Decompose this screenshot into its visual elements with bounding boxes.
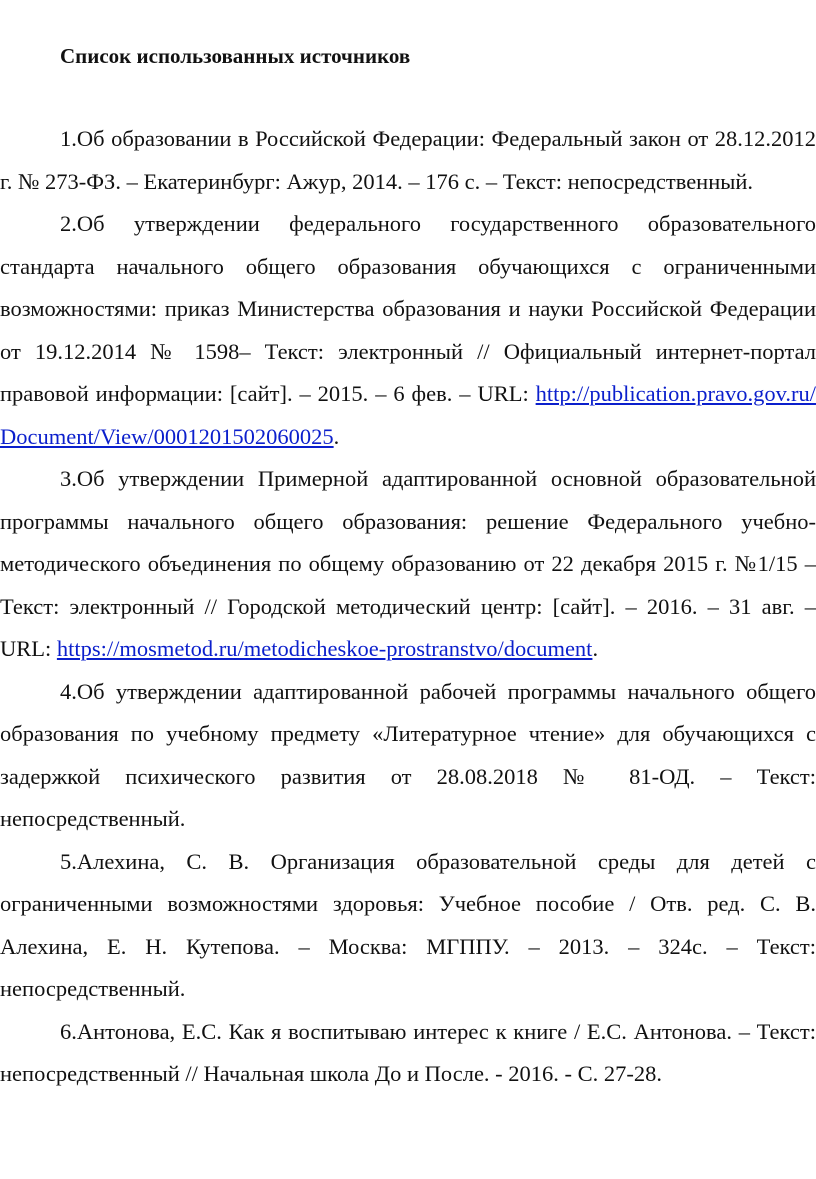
reference-text: 4.Об утверждении адаптированной рабочей программы начального общего образования по учебному предмету «Литературное чтение» для обучающихся с задержкой психического развития от 28.08.2018 № 81-ОД. – Текст: непосредственный. — [0, 678, 816, 831]
reference-item-1 — [0, 118, 816, 203]
reference-text: 3.Об утверждении Примерной адаптированной основной образовательной программы начального общего образования: решение Федерального учебно-методического объединения по общему образованию от 22 декабря 2015 г. №1/15 – Текст: электронный // Городской методический центр: [сайт]. – 2016. – 31 авг. – URL: — [0, 466, 816, 661]
reference-text: 1.Об образовании в Российской Федерации: Федеральный закон от 28.12.2012 г. № 273-ФЗ. – Екатеринбург: Ажур, 2014. – 176 с. – Текст: непосредственный. — [0, 126, 816, 194]
reference-item-4 — [0, 671, 816, 841]
page-title: Список использованных источников — [60, 44, 411, 68]
reference-item-6 — [0, 1011, 816, 1096]
reference-link[interactable]: http://publication.pravo.gov.ru/Document/View/0001201502060025 — [0, 381, 816, 449]
reference-list — [0, 118, 816, 1096]
reference-text: 5.Алехина, С. В. Организация образовательной среды для детей с ограниченными возможностями здоровья: Учебное пособие / Отв. ред. С. В. Алехина, Е. Н. Кутепова. – Москва: МГППУ. – 2013. – 324с. – Текст: непосредственный. — [0, 848, 816, 1001]
reference-item-5 — [0, 841, 816, 1011]
reference-link[interactable]: https://mosmetod.ru/metodicheskoe-prostranstvo/document — [56, 636, 593, 661]
reference-trailing-punctuation: . — [592, 636, 599, 661]
reference-item-3 — [0, 458, 816, 671]
reference-item-2 — [0, 203, 816, 458]
reference-text: 6.Антонова, Е.С. Как я воспитываю интерес к книге / Е.С. Антонова. – Текст: непосредственный // Начальная школа До и После. - 2016. - С. 27-28. — [0, 1018, 816, 1086]
reference-text: 2.Об утверждении федерального государственного образовательного стандарта начального общего образования обучающихся с ограниченными возможностями: приказ Министерства образования и науки Российской Федерации от 19.12.2014 № 1598– Текст: электронный // Официальный интернет-портал правовой информации: [сайт]. – 2015. – 6 фев. – URL: — [0, 211, 816, 406]
reference-trailing-punctuation: . — [333, 423, 340, 449]
